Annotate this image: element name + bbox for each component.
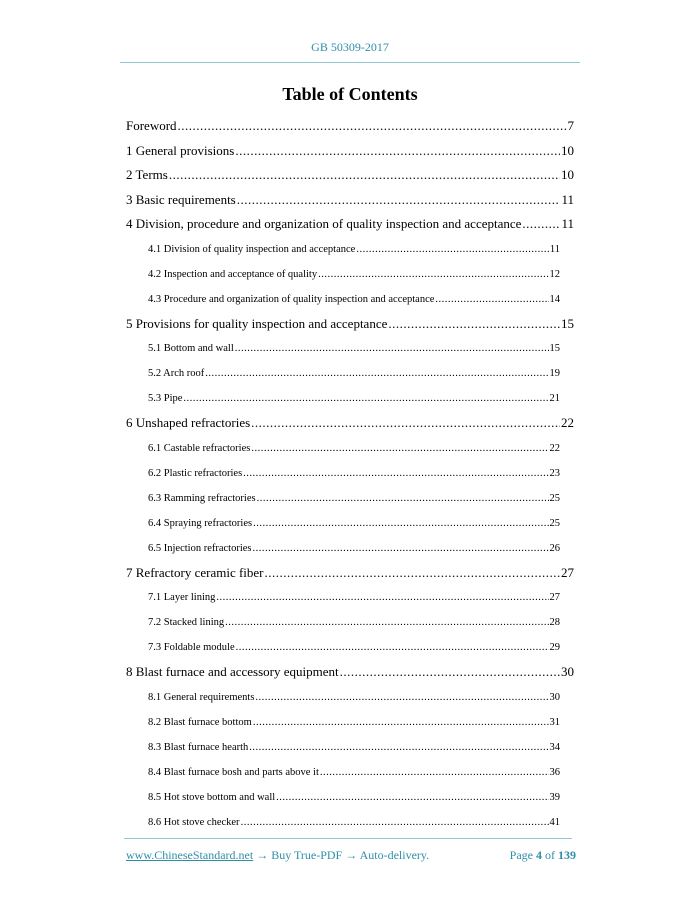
toc-leader-dots — [435, 287, 548, 312]
toc-entry-page: 34 — [549, 741, 560, 753]
toc-entry-page: 15 — [549, 343, 560, 354]
toc-section-entry[interactable] — [126, 585, 574, 610]
toc-leader-dots — [178, 114, 567, 139]
toc-entry-page: 7 — [567, 118, 574, 133]
toc-section-entry[interactable] — [126, 810, 574, 835]
toc-chapter-entry[interactable] — [126, 212, 574, 237]
toc-entry-page: 31 — [549, 716, 560, 728]
toc-leader-dots — [225, 610, 548, 635]
toc-section-entry[interactable] — [126, 486, 574, 511]
toc-entry-page: 30 — [561, 664, 574, 679]
toc-entry-label: 4 Division, procedure and organization of quality inspection and acceptance — [126, 216, 522, 231]
toc-entry-label: 7.1 Layer lining — [148, 592, 216, 603]
page-title: Table of Contents — [282, 84, 418, 104]
toc-leader-dots — [388, 312, 560, 337]
toc-section-entry[interactable] — [126, 386, 574, 411]
toc-entry-label: 8.4 Blast furnace bosh and parts above it — [148, 766, 319, 778]
toc-entry-page: 10 — [561, 167, 574, 182]
total-pages: 139 — [558, 848, 576, 862]
toc-entry-label: 8.1 General requirements — [148, 691, 255, 703]
toc-entry-page: 29 — [549, 642, 560, 653]
page-word: Page — [509, 848, 533, 862]
toc-entry-label: 8.6 Hot stove checker — [148, 816, 240, 828]
toc-entry-page: 22 — [561, 415, 574, 430]
toc-leader-dots — [522, 212, 560, 237]
toc-leader-dots — [318, 262, 548, 287]
toc-chapter-entry[interactable] — [126, 561, 574, 586]
toc-entry-label: 6.3 Ramming refractories — [148, 492, 256, 504]
toc-entry-page: 10 — [561, 142, 574, 158]
toc-entry-label: 8.3 Blast furnace hearth — [148, 741, 249, 753]
toc-chapter-entry[interactable] — [126, 660, 574, 685]
toc-entry-label: 3 Basic requirements — [126, 191, 236, 207]
toc-entry-page: 15 — [561, 315, 574, 331]
toc-leader-dots — [169, 163, 560, 188]
page-of-word: of — [545, 848, 555, 862]
toc-entry-label: 4.1 Division of quality inspection and acceptance — [148, 243, 356, 255]
footer-divider — [124, 838, 572, 839]
auto-delivery-text: Auto-delivery. — [359, 848, 430, 862]
toc-section-entry[interactable] — [126, 760, 574, 785]
toc-leader-dots — [243, 461, 548, 486]
toc-leader-dots — [276, 785, 548, 810]
toc-section-entry[interactable] — [126, 461, 574, 486]
toc-entry-page: 21 — [549, 393, 560, 404]
toc-section-entry[interactable] — [126, 610, 574, 635]
toc-entry-label: 7 Refractory ceramic fiber — [126, 564, 264, 580]
toc-chapter-entry[interactable] — [126, 114, 574, 139]
toc-entry-page: 19 — [549, 368, 560, 379]
toc-entry-label: 6.4 Spraying refractories — [148, 517, 253, 529]
toc-entry-page: 23 — [549, 467, 560, 479]
toc-section-entry[interactable] — [126, 785, 574, 810]
toc-entry-page: 22 — [549, 442, 560, 454]
toc-leader-dots — [265, 561, 560, 586]
header-divider — [120, 62, 580, 63]
toc-leader-dots — [241, 810, 549, 835]
toc-leader-dots — [235, 336, 549, 361]
toc-chapter-entry[interactable] — [126, 312, 574, 337]
toc-entry-label: 6.5 Injection refractories — [148, 542, 252, 554]
toc-entry-page: 12 — [549, 268, 560, 280]
page-indicator — [510, 848, 576, 863]
toc-entry-label: 8.5 Hot stove bottom and wall — [148, 791, 276, 803]
toc-entry-label: Foreword — [126, 118, 177, 133]
arrow-right-icon: → — [345, 848, 358, 862]
toc-entry-page: 11 — [561, 191, 574, 207]
toc-leader-dots — [216, 585, 548, 610]
arrow-right-icon: → — [256, 848, 269, 862]
toc-entry-label: 8.2 Blast furnace bottom — [148, 716, 252, 728]
toc-leader-dots — [356, 237, 549, 262]
toc-entry-label: 8 Blast furnace and accessory equipment — [126, 664, 339, 679]
toc-leader-dots — [320, 760, 549, 785]
toc-entry-page: 27 — [549, 592, 560, 603]
toc-leader-dots — [253, 511, 548, 536]
toc-leader-dots — [255, 685, 548, 710]
toc-section-entry[interactable] — [126, 635, 574, 660]
toc-entry-label: 5 Provisions for quality inspection and acceptance — [126, 315, 388, 331]
toc-entry-label: 5.1 Bottom and wall — [148, 343, 234, 354]
toc-leader-dots — [257, 486, 549, 511]
toc-entry-page: 39 — [549, 791, 560, 803]
toc-entry-page: 41 — [549, 816, 560, 828]
toc-section-entry[interactable] — [126, 536, 574, 561]
toc-section-entry[interactable] — [126, 361, 574, 386]
toc-entry-label: 4.3 Procedure and organization of quality inspection and acceptance — [148, 293, 435, 305]
toc-leader-dots — [236, 635, 549, 660]
toc-section-entry[interactable] — [126, 735, 574, 760]
toc-entry-page: 26 — [549, 542, 560, 554]
toc-entry-label: 6.2 Plastic refractories — [148, 467, 243, 479]
toc-entry-label: 4.2 Inspection and acceptance of quality — [148, 268, 318, 280]
toc-leader-dots — [249, 735, 548, 760]
toc-section-entry[interactable] — [126, 511, 574, 536]
toc-leader-dots — [183, 386, 548, 411]
toc-chapter-entry[interactable] — [126, 139, 574, 164]
toc-entry-page: 11 — [561, 216, 574, 231]
toc-leader-dots — [251, 436, 548, 461]
toc-section-entry[interactable] — [126, 710, 574, 735]
toc-leader-dots — [205, 361, 548, 386]
toc-entry-page: 30 — [549, 691, 560, 703]
toc-leader-dots — [235, 139, 560, 164]
toc-entry-page: 36 — [549, 766, 560, 778]
toc-entry-label: 7.2 Stacked lining — [148, 617, 225, 628]
toc-leader-dots — [237, 188, 561, 213]
toc-entry-label: 1 General provisions — [126, 142, 235, 158]
toc-entry-page: 25 — [549, 517, 560, 529]
toc-section-entry[interactable] — [126, 237, 574, 262]
toc-leader-dots — [253, 536, 549, 561]
standard-code-header: GB 50309-2017 — [311, 40, 389, 54]
toc-section-entry[interactable] — [126, 336, 574, 361]
buy-true-pdf-link[interactable]: Buy True-PDF — [271, 848, 343, 862]
toc-entry-label: 2 Terms — [126, 167, 168, 182]
toc-chapter-entry[interactable] — [126, 188, 574, 213]
table-of-contents — [126, 114, 574, 835]
toc-leader-dots — [251, 411, 560, 436]
toc-entry-label: 7.3 Foldable module — [148, 642, 235, 653]
toc-entry-page: 27 — [561, 564, 574, 580]
toc-entry-label: 5.3 Pipe — [148, 393, 183, 404]
toc-section-entry[interactable] — [126, 436, 574, 461]
toc-chapter-entry[interactable] — [126, 411, 574, 436]
toc-entry-page: 14 — [549, 293, 560, 305]
toc-leader-dots — [340, 660, 560, 685]
toc-entry-label: 6 Unshaped refractories — [126, 415, 251, 430]
toc-chapter-entry[interactable] — [126, 163, 574, 188]
current-page: 4 — [536, 848, 542, 862]
toc-section-entry[interactable] — [126, 262, 574, 287]
toc-section-entry[interactable] — [126, 287, 574, 312]
toc-entry-label: 5.2 Arch roof — [148, 368, 205, 379]
footer-links — [126, 848, 429, 863]
toc-entry-page: 28 — [549, 617, 560, 628]
toc-entry-page: 11 — [549, 243, 560, 255]
site-link[interactable]: www.ChineseStandard.net — [126, 848, 254, 862]
toc-section-entry[interactable] — [126, 685, 574, 710]
toc-entry-label: 6.1 Castable refractories — [148, 442, 251, 454]
toc-entry-page: 25 — [549, 492, 560, 504]
toc-leader-dots — [253, 710, 549, 735]
